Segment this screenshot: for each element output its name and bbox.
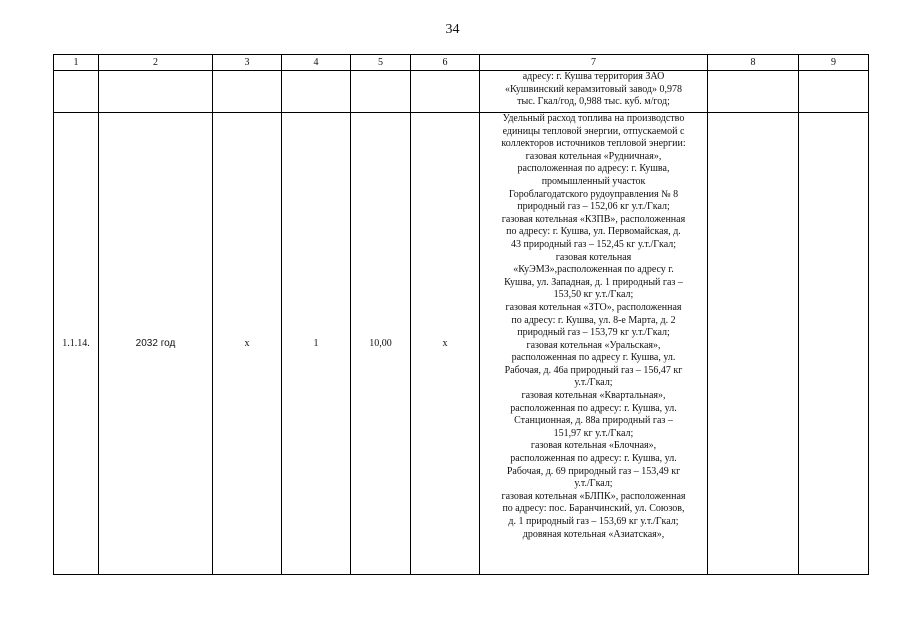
description-line: газовая котельная «Блочная», <box>530 440 657 452</box>
description-line: Удельный расход топлива на производство <box>502 113 685 124</box>
table-cell <box>708 71 799 113</box>
header-cell: 1 <box>54 55 99 71</box>
table-row <box>54 113 869 575</box>
table-cell: 10,00 <box>351 113 411 575</box>
description-line: промышленный участок <box>541 175 646 187</box>
description-line: по адресу: г. Кушва, ул. 8-е Марта, д. 2 <box>511 314 676 326</box>
description-line: газовая котельная «КЗПВ», расположенная <box>501 213 686 225</box>
description-line: у.т./Гкал; <box>574 377 613 389</box>
page-number: 34 <box>445 22 460 37</box>
description-line: коллекторов источников тепловой энергии: <box>501 138 686 150</box>
table-cell <box>708 113 799 575</box>
table-cell <box>54 71 99 113</box>
description-line: газовая котельная «Квартальная», <box>521 390 666 402</box>
description-line: 43 природный газ – 152,45 кг у.т./Гкал; <box>510 238 677 250</box>
header-cell: 7 <box>480 55 708 71</box>
header-cell: 6 <box>411 55 480 71</box>
description-line: расположенная по адресу: г. Кушва, ул. <box>510 402 677 414</box>
description-line: у.т./Гкал; <box>574 478 613 490</box>
header-cell: 8 <box>708 55 799 71</box>
description-line: газовая котельная «Уральская», <box>526 339 661 351</box>
table-cell: х <box>213 113 282 575</box>
table-cell <box>799 113 869 575</box>
table-cell: 1 <box>282 113 351 575</box>
description-line: Гороблагодатского рудоуправления № 8 <box>508 188 679 200</box>
header-cell: 2 <box>99 55 213 71</box>
description-line: Станционная, д. 88а природный газ – <box>514 415 673 427</box>
description-line: «КуЭМЗ»,расположенная по адресу г. <box>513 264 674 276</box>
table-cell <box>99 71 213 113</box>
description-line: Рабочая, д. 69 природный газ – 153,49 кг <box>506 465 681 477</box>
table-cell <box>799 71 869 113</box>
description-line: газовая котельная «БЛПК», расположенная <box>501 490 686 502</box>
description-line: Кушва, ул. Западная, д. 1 природный газ – <box>504 276 683 288</box>
description-line: по адресу: пос. Баранчинский, ул. Союзов, <box>502 503 685 515</box>
data-table <box>53 54 869 575</box>
description-line: природный газ – 153,79 кг у.т./Гкал; <box>517 327 670 339</box>
header-cell: 5 <box>351 55 411 71</box>
table-cell: х <box>411 113 480 575</box>
description-line: газовая котельная «ЗТО», расположенная <box>505 301 682 313</box>
table-header-row <box>54 55 869 71</box>
description-line: д. 1 природный газ – 153,69 кг у.т./Гкал; <box>508 516 679 527</box>
table-cell <box>351 71 411 113</box>
description-line: по адресу: г. Кушва, ул. Первомайская, д. <box>506 226 681 238</box>
description-line: 153,50 кг у.т./Гкал; <box>553 289 634 301</box>
year-cell: 2032 год <box>99 113 213 575</box>
table-cell <box>282 71 351 113</box>
description-line: тыс. Гкал/год, 0,988 тыс. куб. м/год; <box>517 96 670 108</box>
table-cell <box>411 71 480 113</box>
description-line: газовая котельная «Рудничная», <box>525 150 662 162</box>
description-line: природный газ – 152,06 кг у.т./Гкал; <box>517 201 670 213</box>
description-line: расположенная по адресу: г. Кушва, <box>517 163 670 175</box>
description-line: расположенная по адресу: г. Кушва, ул. <box>510 453 677 465</box>
header-cell: 4 <box>282 55 351 71</box>
item-number-cell: 1.1.14. <box>54 113 99 575</box>
description-line: «Кушвинский керамзитовый завод» 0,978 <box>504 83 683 95</box>
description-line: 151,97 кг у.т./Гкал; <box>553 427 634 439</box>
description-line: газовая котельная <box>555 251 632 263</box>
header-cell: 9 <box>799 55 869 71</box>
description-cell <box>480 113 708 575</box>
header-cell: 3 <box>213 55 282 71</box>
description-line: расположенная по адресу г. Кушва, ул. <box>511 352 676 364</box>
description-line: единицы тепловой энергии, отпускаемой с <box>502 125 685 137</box>
table-row <box>54 71 869 113</box>
description-line: дровяная котельная «Азиатская», <box>522 528 665 540</box>
description-line: адресу: г. Кушва территория ЗАО <box>522 71 665 82</box>
table-cell <box>213 71 282 113</box>
description-cell <box>480 71 708 113</box>
description-line: Рабочая, д. 46а природный газ – 156,47 кг <box>504 364 683 376</box>
